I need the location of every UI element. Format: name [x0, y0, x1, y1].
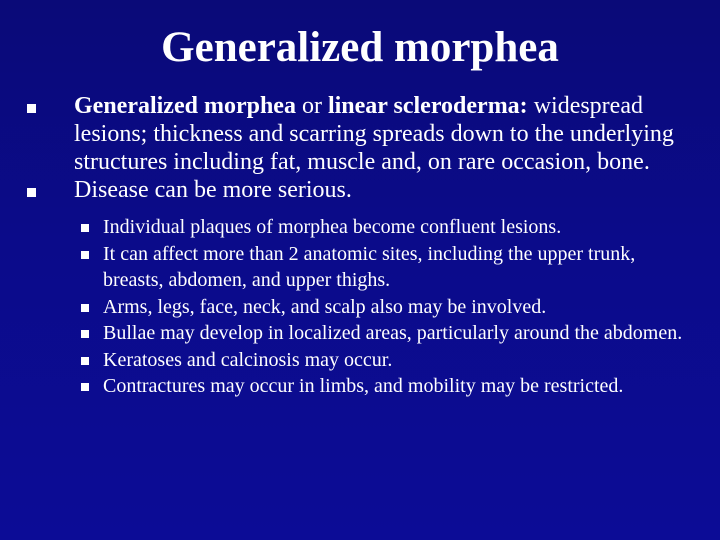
sub-bullet-item [0, 294, 720, 321]
bullet-list [0, 92, 720, 400]
bullet-bold-term: linear scleroderma: [327, 93, 528, 119]
bullet-text: or [295, 93, 328, 119]
sub-bullet-text: Keratoses and calcinosis may occur. [103, 348, 393, 371]
slide-title: Generalized morphea [161, 24, 559, 71]
sub-bullet-text: Arms, legs, face, neck, and scalp also may be involved. [103, 295, 547, 318]
square-bullet-icon [81, 357, 89, 365]
bullet-bold-term: Generalized morphea [74, 93, 296, 119]
square-bullet-icon [27, 188, 36, 197]
sub-bullet-text: Individual plaques of morphea become confluent lesions. [103, 216, 562, 238]
square-bullet-icon [27, 104, 36, 113]
sub-bullet-item [0, 320, 720, 347]
sub-bullet-item [0, 347, 720, 374]
sub-bullet-list [0, 214, 720, 400]
square-bullet-icon [81, 383, 89, 391]
square-bullet-icon [81, 304, 89, 312]
sub-bullet-item [0, 373, 720, 400]
sub-bullet-item [0, 241, 720, 294]
square-bullet-icon [81, 251, 89, 259]
sub-bullet-item [0, 214, 720, 241]
square-bullet-icon [81, 224, 89, 232]
sub-bullet-text: It can affect more than 2 anatomic sites, including the upper trunk, breasts, abdomen, and upper thighs. [103, 242, 636, 291]
bullet-item [0, 176, 720, 400]
bullet-text: Disease can be more serious. [74, 177, 352, 203]
sub-bullet-text: Bullae may develop in localized areas, particularly around the abdomen. [103, 322, 683, 344]
bullet-text: widespread lesions; thickness and scarring spreads down to the underlying structures including fat, muscle and, on rare occasion, bone. [74, 93, 674, 175]
bullet-item [0, 92, 720, 176]
square-bullet-icon [81, 330, 89, 338]
sub-bullet-text: Contractures may occur in limbs, and mobility may be restricted. [103, 375, 624, 397]
